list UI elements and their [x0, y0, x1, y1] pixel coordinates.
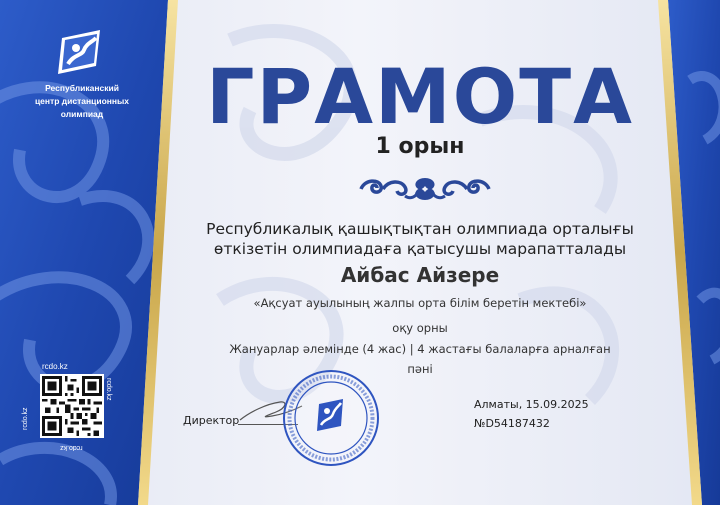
qr-code-icon: [42, 376, 102, 436]
logo-line1: Республиканский: [45, 83, 119, 93]
award-text-line1: Республикалық қашықтықтан олимпиада орталығы: [206, 220, 634, 238]
subject-label: пәні: [407, 362, 433, 376]
certificate-number: №D54187432: [474, 417, 550, 430]
certificate-title: ГРАМОТА: [206, 52, 634, 141]
logo-emblem-icon: [56, 30, 108, 76]
site-label-right: rcdo.kz: [105, 378, 112, 401]
organization-logo: [22, 30, 142, 119]
olympiad-title: Жануарлар әлемінде (4 жас) | 4 жастағы балаларға арналған: [229, 342, 611, 356]
place-and-date: Алматы, 15.09.2025: [474, 398, 589, 411]
school-name: «Ақсуат ауылының жалпы орта білім беретін мектебі»: [253, 296, 587, 310]
place-label: 1 орын: [375, 134, 465, 159]
school-role-label: оқу орны: [392, 321, 448, 335]
site-label-bottom: rcdo.kz: [60, 444, 83, 451]
award-text-line2: өткізетін олимпиадаға қатысушы марапатталады: [213, 240, 627, 258]
official-stamp-icon: [281, 368, 381, 468]
ornament-divider-icon: [355, 174, 495, 204]
logo-line3: олимпиад: [60, 109, 104, 119]
recipient-name: Айбас Айзере: [340, 263, 500, 287]
director-label: Директор: [183, 414, 240, 427]
logo-line2: центр дистанционных: [34, 96, 130, 106]
site-label-top[interactable]: rcdo.kz: [42, 362, 68, 371]
qr-code[interactable]: [40, 374, 104, 438]
site-label-left: rcdo.kz: [22, 407, 29, 430]
